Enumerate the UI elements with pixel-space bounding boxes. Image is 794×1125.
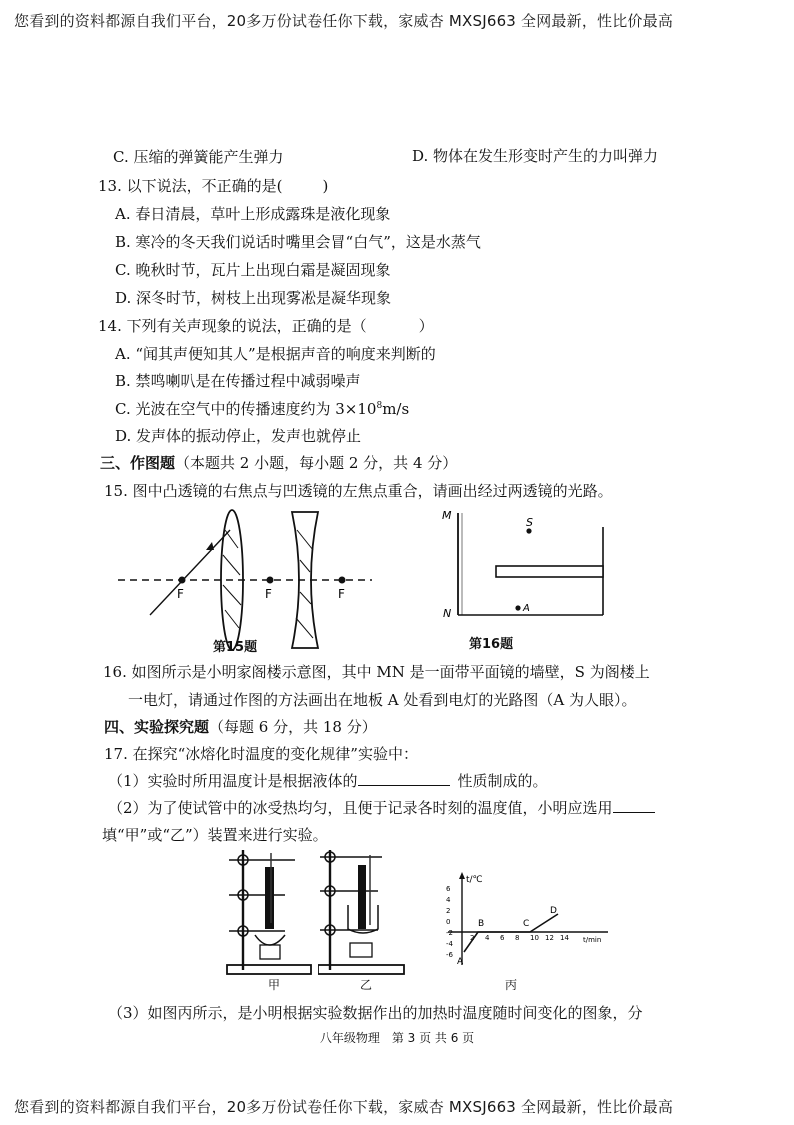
q17-part2-line2: 填“甲”或“乙”）装置来进行实验。 — [102, 826, 328, 844]
stand-base — [227, 965, 311, 974]
eye-point-a — [515, 605, 520, 610]
y-tick-label: -4 — [446, 940, 453, 948]
q17-part1-text: （1）实验时所用温度计是根据液体的 — [108, 772, 358, 790]
q13-stem-text: 13. 以下说法，不正确的是( — [98, 177, 283, 195]
label-n: N — [443, 607, 452, 620]
q17-part1-tail: 性质制成的。 — [457, 772, 548, 790]
q14-option-c — [115, 398, 409, 419]
q14-option-c-text: C. 光波在空气中的传播速度约为 3×10 — [115, 400, 377, 418]
ray-arrow-icon — [206, 542, 214, 550]
focus-label-3: F — [338, 587, 345, 601]
focus-point-1 — [179, 577, 186, 584]
q12-option-d: D. 物体在发生形变时产生的力叫弹力 — [412, 147, 659, 165]
x-tick-label: 4 — [485, 934, 490, 942]
graph-point-a: A — [457, 957, 464, 967]
focus-label-1: F — [177, 587, 184, 601]
apparatus-yi — [318, 845, 408, 980]
graph-y-ticks — [446, 885, 454, 959]
q17-stem: 17. 在探究“冰熔化时温度的变化规律”实验中： — [104, 745, 418, 763]
x-tick-label: 12 — [545, 934, 554, 942]
incident-ray — [150, 530, 230, 615]
watermark-banner-bottom: 您看到的资料都源自我们平台，20多万份试卷任你下载，家威杏 MXSJ663 全网最新，性比价最高 — [14, 1098, 674, 1116]
test-tube — [265, 867, 274, 929]
burner-flame — [255, 935, 285, 945]
q13-stem — [98, 175, 328, 196]
focus-label-2: F — [265, 587, 272, 601]
q15-figure-caption: 第15题 — [213, 640, 258, 655]
y-tick-label: 4 — [446, 896, 451, 904]
y-axis-arrow-icon — [459, 872, 465, 879]
graph-point-b: B — [478, 919, 485, 929]
y-tick-label: 0 — [446, 918, 451, 926]
q16-attic-figure — [440, 505, 610, 625]
attic-shelf — [496, 566, 603, 577]
q13-option-c: C. 晚秋时节，瓦片上出现白霜是凝固现象 — [115, 261, 391, 279]
section4-note: （每题 6 分，共 18 分） — [209, 718, 377, 736]
q13-option-b: B. 寒冷的冬天我们说话时嘴里会冒“白气”，这是水蒸气 — [115, 233, 481, 251]
graph-xlabel: t/min — [583, 936, 602, 944]
watermark-banner-top: 您看到的资料都源自我们平台，20多万份试卷任你下载，家威杏 MXSJ663 全网最新，性比价最高 — [14, 12, 674, 30]
section4-heading — [104, 716, 377, 737]
q14-stem-text: 14. 下列有关声现象的说法，正确的是（ — [98, 317, 367, 335]
q14-stem — [98, 315, 434, 336]
q14-option-b: B. 禁鸣喇叭是在传播过程中减弱噪声 — [115, 372, 361, 390]
alcohol-lamp — [260, 945, 280, 959]
page-footer: 八年级物理 第 3 页 共 6 页 — [319, 1031, 475, 1045]
apparatus-jia-label: 甲 — [268, 978, 281, 992]
light-source-s — [526, 528, 531, 533]
section4-title: 四、实验探究题 — [104, 718, 210, 736]
q14-option-c-exponent: 8 — [376, 401, 383, 411]
section3-heading — [100, 452, 457, 473]
answer-blank-2[interactable] — [613, 798, 655, 813]
graph-x-ticks — [470, 934, 569, 942]
graph-point-c: C — [523, 919, 530, 929]
q16-stem-line1: 16. 如图所示是小明家阁楼示意图，其中 MN 是一面带平面镜的墙壁，S 为阁楼上 — [103, 663, 650, 681]
x-tick-label: 8 — [515, 934, 520, 942]
graph-bing-label: 丙 — [505, 978, 518, 992]
label-s: S — [526, 516, 533, 529]
q14-option-c-unit: m/s — [382, 400, 410, 418]
answer-blank-1[interactable] — [358, 771, 450, 786]
y-tick-label: -6 — [446, 951, 453, 959]
y-tick-label: -2 — [446, 929, 453, 937]
graph-ylabel: t/℃ — [466, 875, 483, 885]
label-a: A — [523, 603, 530, 614]
apparatus-yi-label: 乙 — [360, 978, 373, 992]
section3-note: （本题共 2 小题，每小题 2 分，共 4 分） — [175, 454, 458, 472]
label-m: M — [442, 509, 452, 522]
x-tick-label: 2 — [470, 934, 475, 942]
test-tube — [358, 865, 366, 929]
q12-option-c: C. 压缩的弹簧能产生弹力 — [113, 148, 284, 166]
x-tick-label: 6 — [500, 934, 505, 942]
q17-part2-text: （2）为了使试管中的冰受热均匀，且便于记录各时刻的温度值，小明应选用 — [108, 799, 613, 817]
q16-stem-line2: 一电灯，请通过作图的方法画出在地板 A 处看到电灯的光路图（A 为人眼）。 — [128, 691, 637, 709]
focus-point-2 — [267, 577, 274, 584]
y-tick-label: 2 — [446, 907, 451, 915]
convex-lens-hatch — [223, 530, 241, 628]
q14-stem-close: ） — [418, 317, 434, 335]
focus-point-3 — [339, 577, 346, 584]
graph-point-d: D — [550, 906, 557, 916]
q13-option-a: A. 春日清晨，草叶上形成露珠是液化现象 — [115, 205, 391, 223]
q16-figure-caption: 第16题 — [469, 637, 514, 652]
section3-title: 三、作图题 — [100, 454, 176, 472]
q13-stem-close: ) — [322, 177, 329, 195]
q17-part1 — [108, 770, 548, 791]
apparatus-jia — [225, 845, 315, 980]
temperature-time-graph — [440, 870, 615, 970]
alcohol-lamp — [350, 943, 372, 957]
x-tick-label: 10 — [530, 934, 539, 942]
q14-option-a: A. “闻其声便知其人”是根据声音的响度来判断的 — [115, 345, 436, 363]
q13-option-d: D. 深冬时节，树枝上出现雾凇是凝华现象 — [115, 289, 392, 307]
y-tick-label: 6 — [446, 885, 451, 893]
q15-stem: 15. 图中凸透镜的右焦点与凹透镜的左焦点重合，请画出经过两透镜的光路。 — [104, 482, 613, 500]
x-tick-label: 14 — [560, 934, 569, 942]
q14-option-d: D. 发声体的振动停止，发声也就停止 — [115, 427, 362, 445]
q17-part3: （3）如图丙所示，是小明根据实验数据作出的加热时温度随时间变化的图象，分 — [108, 1004, 643, 1022]
q17-part2 — [108, 797, 655, 818]
